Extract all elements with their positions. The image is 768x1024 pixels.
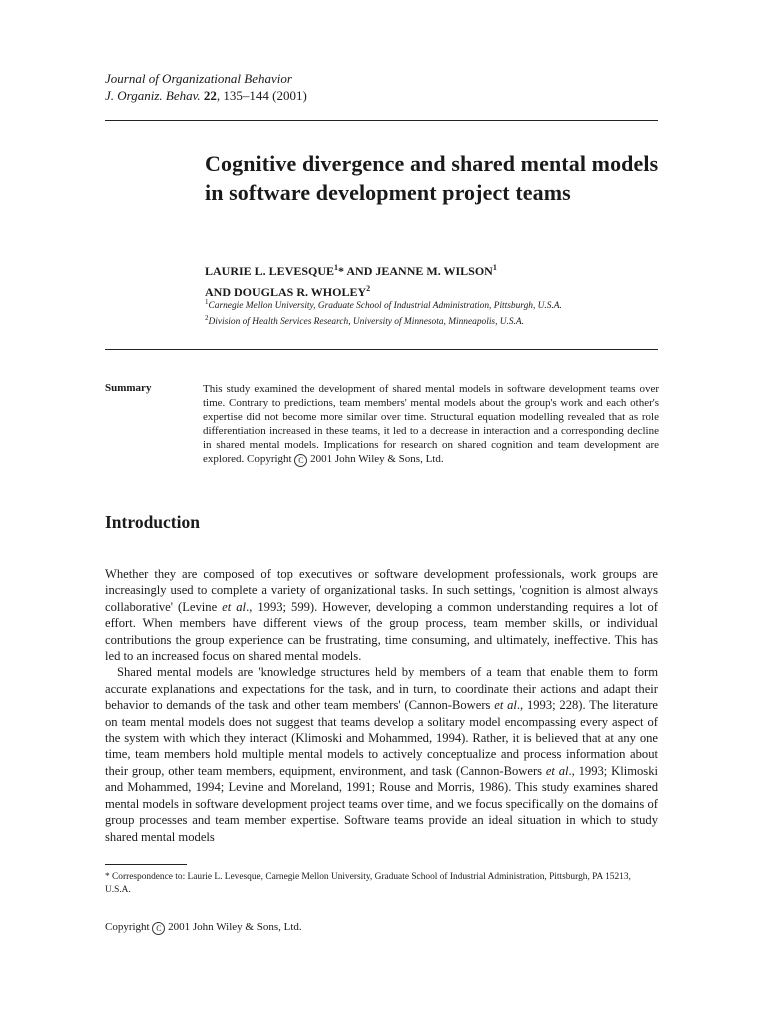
paragraph-2: Shared mental models are 'knowledge structures held by members of a team that enable them to form accurate explanations and expectations for the task, and in turn, to coordinate their actions and adapt their behavior to demands of the task and other team members' (Cannon-Bowers et al., 1993; 228). The literature on team mental models does not suggest that teams develop a solitary model encompassing every aspect of the system with which they interact (Klimoski and Mohammed, 1994). Rather, it is believed that at any one time, team members hold multiple mental models to actively conceptualize and process information about their group, other team members, equipment, environment, and task (Cannon-Bowers et al., 1993; Klimoski and Mohammed, 1994; Levine and Moreland, 1991; Rouse and Morris, 1986). This study examines shared mental models in software development project teams over time, and we focus specifically on the domains of group processes and team member expertise. Software teams provide an ideal situation in which to study shared mental models xyxy=(105,665,658,844)
copyright-symbol-icon: C xyxy=(294,454,307,467)
authors: LAURIE L. LEVESQUE$^1$* AND JEANNE M. WILSON$^1$ AND DOUGLAS R. WHOLEY$^2$ xyxy=(205,263,497,299)
citation-abbrev: J. Organiz. Behav. xyxy=(105,88,201,103)
footnote-rule xyxy=(105,864,187,865)
section-heading-introduction: Introduction xyxy=(105,512,200,532)
affiliation-2: $^2$Division of Health Services Research, University of Minnesota, Minneapolis, U.S.A. xyxy=(205,314,524,328)
affiliation-1: $^1$Carnegie Mellon University, Graduate School of Industrial Administration, Pittsburgh, U.S.A. xyxy=(205,298,562,312)
citation xyxy=(105,87,307,104)
top-rule xyxy=(105,120,658,121)
copyright-symbol-icon: C xyxy=(152,922,165,935)
page-copyright: Copyright C 2001 John Wiley & Sons, Ltd. xyxy=(105,921,302,933)
summary-text: This study examined the development of shared mental models in software development teams over time. Contrary to predictions, team members' mental models about the group's work and each other's expertise did not become more similar over time. Structural equation modelling revealed that as role differentiation increased in these teams, it led to a decrease in interaction and a corresponding decline in shared mental models. Implications for research on shared cognition and team development are explored. Copyright C 2001 John Wiley & Sons, Ltd. xyxy=(203,383,659,465)
author-1: LAURIE L. LEVESQUE xyxy=(205,264,335,278)
citation-pages: , 135–144 (2001) xyxy=(216,88,307,103)
author-3: AND DOUGLAS R. WHOLEY xyxy=(205,285,367,299)
affiliations xyxy=(205,296,562,328)
summary-label: Summary xyxy=(105,382,152,394)
abstract-rule xyxy=(105,349,658,350)
author-2: * AND JEANNE M. WILSON xyxy=(338,264,493,278)
citation-volume: 22 xyxy=(203,88,217,103)
article-title: Cognitive divergence and shared mental models in software development project teams xyxy=(205,151,659,205)
journal-header xyxy=(105,70,307,104)
paragraph-1: Whether they are composed of top executives or software development professionals, work groups are increasingly used to complete a variety of organizational tasks. In such settings, 'cognition is almost always collaborative' (Levine et al., 1993; 599). However, developing a common understanding requires a lot of effort. When members have different views of the group process, team member skills, or individual contributions the group experience can be frustrating, time consuming, and ultimately, ineffective. This has led to an increased focus on shared mental models. xyxy=(105,567,658,664)
journal-name: Journal of Organizational Behavior xyxy=(105,71,292,86)
introduction-body xyxy=(105,566,658,845)
correspondence-footnote: * Correspondence to: Laurie L. Levesque, Carnegie Mellon University, Graduate School of Industrial Administration, Pittsburgh, PA 15213, U.S.A. xyxy=(105,872,631,895)
